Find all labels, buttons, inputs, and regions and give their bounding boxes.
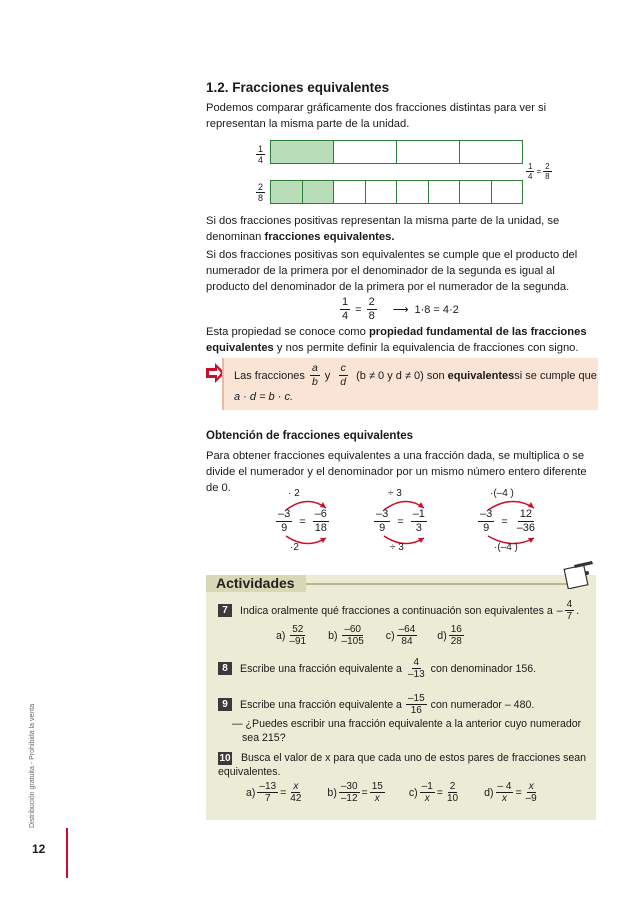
figure-equivalence: $\frac{1}{4}$ = $\frac{2}{8}$ (528, 162, 550, 181)
paragraph-fundamental-property: Esta propiedad se conoce como propiedad fundamental de las fracciones equivalentes y nos permite definir la equivalencia de fracciones con signo. (206, 326, 587, 354)
sidebar-vertical-text: Distribución gratuita - Prohibida la venta (29, 703, 36, 828)
bar-quarters (270, 140, 523, 164)
fraction-figure (206, 138, 596, 204)
activity-9: 9 Escribe una fracción equivalente a $\frac{-15}{16}$ con numerador – 480. (218, 693, 534, 716)
activity-7: 7 Indica oralmente qué fracciones a continuación son equivalentes a – $\frac{4}{7}$ . a) $\frac{52}{-91}$ b) $\frac{-60}{-105}$ c) $\frac{-64}{84}$ d) $\frac{16}{28}$ (218, 599, 590, 647)
obtencion-paragraph: Para obtener fracciones equivalentes a una fracción dada, se multiplica o se divide el numerador y el denominador por un mismo número entero diferente de 0. (206, 450, 587, 494)
example-multiply: · 2 $\frac{-3}{9}$ = $\frac{-6}{18}$ ·2 (278, 488, 327, 553)
activity-10: 10 Busca el valor de x para que cada uno de estos pares de fracciones sean equivalentes. (218, 752, 587, 778)
actividades-panel (206, 575, 596, 820)
activity-10-pairs: a) $\frac{-13}{7}$ = $\frac{x}{42}$ b) $\frac{-30}{-12}$ = $\frac{15}{x}$ c) $\frac{-1}{x}$ = $\frac{2}{10}$ d) $\frac{- 4}{x}$ = $\frac{x}{-9}$ (246, 781, 537, 804)
equivalence-note: Las fracciones $\frac{a}{b}$ y $\frac{c}{d}$ (b ≠ 0 y d ≠ 0) son equivalentes si se cumple que a · d = b · c. (222, 358, 598, 410)
cross-product-formula: $\frac{1}{4}$ = $\frac{2}{8}$ ⟶ 1·8 = 4·2 (342, 296, 459, 322)
activity-9-question: — ¿Puedes escribir una fracción equivalente a la anterior cuyo numerador sea 215? (232, 718, 582, 744)
page-margin-rule (66, 828, 68, 878)
example-multiply-negative: ·(–4 ) $\frac{-3}{9}$ = $\frac{12}{-36}$ ·(–4 ) (480, 488, 536, 553)
bar-eighths (270, 180, 523, 204)
example-divide: ÷ 3 $\frac{-3}{9}$ = $\frac{-1}{3}$ ÷ 3 (376, 488, 425, 553)
section-title: 1.2. Fracciones equivalentes (206, 80, 390, 95)
actividades-header: Actividades (206, 575, 596, 592)
intro-paragraph: Podemos comparar gráficamente dos fracciones distintas para ver si representan la misma parte de la unidad. (206, 102, 547, 130)
figure-label-eighths: $\frac{2}{8}$ (258, 182, 264, 203)
pencil-notebook-icon (562, 559, 596, 589)
obtencion-title: Obtención de fracciones equivalentes (206, 430, 414, 442)
page-number: 12 (32, 842, 46, 856)
paragraph-definition: Si dos fracciones positivas representan la misma parte de la unidad, se denominan fracciones equivalentes. (206, 215, 560, 243)
activity-8: 8 Escribe una fracción equivalente a $\frac{4}{-13}$ con denominador 156. (218, 657, 536, 680)
paragraph-cross-product: Si dos fracciones positivas son equivalentes se cumple que el producto del numerador de la primera por el denominador de la segunda es igual al producto del denominador de la primera por el numerador de la segunda. (206, 249, 578, 293)
figure-label-quarter: $\frac{1}{4}$ (258, 144, 264, 165)
